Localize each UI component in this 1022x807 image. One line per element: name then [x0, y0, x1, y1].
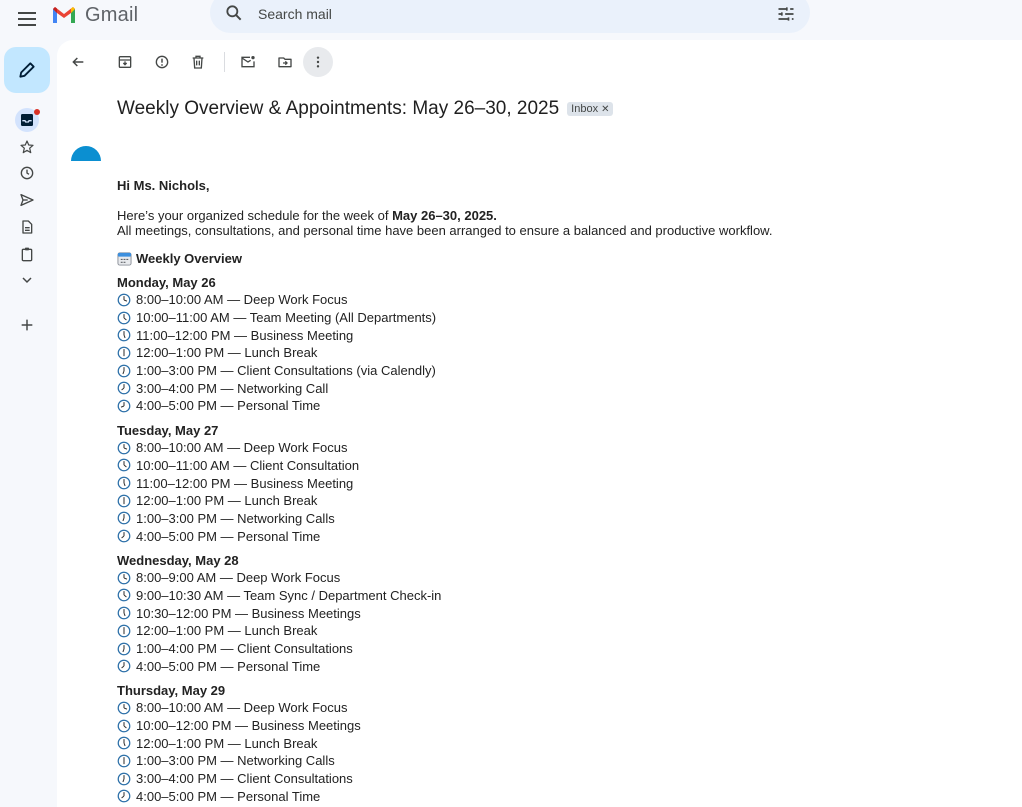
tune-icon[interactable] — [776, 4, 796, 24]
toolbar-divider — [224, 52, 225, 72]
schedule-item — [117, 657, 997, 675]
clock-icon — [117, 571, 131, 585]
clock-icon — [117, 458, 131, 472]
schedule-item-text: 4:00–5:00 PM — Personal Time — [136, 528, 321, 544]
clock-icon — [117, 659, 131, 673]
schedule-item — [117, 457, 997, 475]
schedule-item-text: 4:00–5:00 PM — Personal Time — [136, 658, 321, 674]
schedule-item — [117, 569, 997, 587]
schedule-item — [117, 788, 997, 806]
calendar-icon — [117, 251, 132, 266]
schedule-item — [117, 309, 997, 327]
clock-icon — [117, 441, 131, 455]
clock-icon — [117, 494, 131, 508]
day-section — [117, 682, 997, 805]
more-options-button[interactable] — [303, 47, 333, 77]
remove-label-icon[interactable]: ✕ — [601, 103, 610, 115]
search-bar[interactable] — [210, 0, 810, 33]
day-section — [117, 552, 997, 675]
archive-icon — [117, 54, 133, 70]
clock-icon — [117, 293, 131, 307]
schedule-item-text: 3:00–4:00 PM — Networking Call — [136, 380, 329, 396]
clock-icon — [117, 606, 131, 620]
chevron-down-icon — [19, 272, 35, 288]
schedule-item-text: 4:00–5:00 PM — Personal Time — [136, 398, 321, 414]
pencil-icon — [17, 60, 37, 80]
schedule-item — [117, 752, 997, 770]
app-name: Gmail — [85, 3, 139, 26]
more-vert-icon — [310, 54, 326, 70]
schedule-item — [117, 474, 997, 492]
clock-icon — [117, 789, 131, 803]
schedule-item — [117, 379, 997, 397]
intro-dates: May 26–30, 2025. — [392, 208, 497, 223]
day-title: Tuesday, May 27 — [117, 422, 219, 438]
mark-unread-icon — [240, 54, 256, 70]
schedule-item — [117, 717, 997, 735]
clock-icon — [19, 165, 35, 181]
clock-icon — [117, 642, 131, 656]
send-icon — [19, 192, 35, 208]
clock-icon — [117, 364, 131, 378]
report-icon — [154, 54, 170, 70]
schedule — [117, 274, 997, 805]
schedule-item-text: 1:00–3:00 PM — Client Consultations (via Calendly) — [136, 363, 436, 379]
schedule-item-text: 12:00–1:00 PM — Lunch Break — [136, 735, 318, 751]
schedule-item — [117, 492, 997, 510]
overview-title: Weekly Overview — [136, 250, 242, 266]
report-spam-button[interactable] — [147, 47, 177, 77]
schedule-item-text: 12:00–1:00 PM — Lunch Break — [136, 623, 318, 639]
clipboard-icon — [19, 246, 35, 262]
sidebar-item-more[interactable] — [15, 268, 39, 292]
plus-icon — [19, 317, 35, 333]
schedule-item-text: 8:00–9:00 AM — Deep Work Focus — [136, 570, 341, 586]
schedule-item-text: 8:00–10:00 AM — Deep Work Focus — [136, 292, 348, 308]
sidebar-item-add-label[interactable] — [15, 313, 39, 337]
sidebar-item-inbox[interactable] — [15, 108, 39, 132]
schedule-item — [117, 344, 997, 362]
star-icon — [19, 139, 35, 155]
schedule-item — [117, 291, 997, 309]
intro-line-2: All meetings, consultations, and personal time have been arranged to ensure a balanced and productive workflow. — [117, 223, 773, 238]
day-section — [117, 422, 997, 545]
search-icon[interactable] — [224, 3, 244, 23]
schedule-item-text: 8:00–10:00 AM — Deep Work Focus — [136, 700, 348, 716]
top-bar — [0, 0, 1022, 40]
schedule-item — [117, 622, 997, 640]
schedule-item-text: 1:00–4:00 PM — Client Consultations — [136, 641, 353, 657]
clock-icon — [117, 701, 131, 715]
schedule-item — [117, 326, 997, 344]
mark-unread-button[interactable] — [233, 47, 263, 77]
day-title: Wednesday, May 28 — [117, 552, 239, 568]
trash-icon — [190, 54, 206, 70]
schedule-item — [117, 527, 997, 545]
clock-icon — [117, 399, 131, 413]
schedule-item — [117, 699, 997, 717]
sidebar-item-snoozed[interactable] — [15, 161, 39, 185]
day-section — [117, 274, 997, 415]
label-badge-text: Inbox — [571, 103, 599, 115]
schedule-item — [117, 604, 997, 622]
overview-heading — [117, 249, 997, 267]
schedule-item-text: 12:00–1:00 PM — Lunch Break — [136, 493, 318, 509]
menu-icon[interactable] — [15, 7, 39, 31]
message-subject — [117, 98, 613, 120]
schedule-item-text: 8:00–10:00 AM — Deep Work Focus — [136, 440, 348, 456]
sidebar-item-drafts[interactable] — [15, 215, 39, 239]
clock-icon — [117, 381, 131, 395]
move-to-button[interactable] — [270, 47, 300, 77]
subject-text: Weekly Overview & Appointments: May 26–30, 2025 — [117, 98, 560, 119]
schedule-item-text: 11:00–12:00 PM — Business Meeting — [136, 475, 354, 491]
back-button[interactable] — [63, 47, 93, 77]
schedule-item-text: 10:30–12:00 PM — Business Meetings — [136, 605, 361, 621]
schedule-item — [117, 587, 997, 605]
sidebar-item-sent[interactable] — [15, 188, 39, 212]
clock-icon — [117, 772, 131, 786]
schedule-item-text: 9:00–10:30 AM — Team Sync / Department Check-in — [136, 587, 442, 603]
schedule-item-text: 10:00–11:00 AM — Client Consultation — [136, 457, 360, 473]
schedule-item — [117, 397, 997, 415]
greeting: Hi Ms. Nichols, — [117, 178, 210, 193]
clock-icon — [117, 719, 131, 733]
schedule-item-text: 11:00–12:00 PM — Business Meeting — [136, 327, 354, 343]
schedule-item — [117, 510, 997, 528]
intro-paragraph — [117, 208, 997, 238]
sidebar-item-clipboard[interactable] — [15, 242, 39, 266]
schedule-item — [117, 770, 997, 788]
clock-icon — [117, 346, 131, 360]
message-body — [117, 177, 997, 805]
schedule-item — [117, 640, 997, 658]
schedule-item-text: 10:00–12:00 PM — Business Meetings — [136, 718, 361, 734]
schedule-item-text: 4:00–5:00 PM — Personal Time — [136, 788, 321, 804]
schedule-item-text: 1:00–3:00 PM — Networking Calls — [136, 753, 335, 769]
draft-icon — [19, 219, 35, 235]
schedule-item-text: 12:00–1:00 PM — Lunch Break — [136, 345, 318, 361]
gmail-logo[interactable] — [51, 3, 138, 27]
gmail-m-icon — [51, 5, 77, 25]
schedule-item — [117, 362, 997, 380]
clock-icon — [117, 588, 131, 602]
label-badge[interactable] — [567, 102, 613, 116]
intro-line-1 — [117, 208, 997, 223]
folder-move-icon — [277, 54, 293, 70]
clock-icon — [117, 736, 131, 750]
search-input[interactable] — [256, 3, 760, 25]
inbox-icon — [19, 112, 35, 128]
day-title: Thursday, May 29 — [117, 683, 226, 699]
clock-icon — [117, 311, 131, 325]
clock-icon — [117, 754, 131, 768]
compose-button[interactable] — [4, 47, 50, 93]
archive-button[interactable] — [110, 47, 140, 77]
arrow-back-icon — [70, 54, 86, 70]
schedule-item — [117, 439, 997, 457]
day-title: Monday, May 26 — [117, 275, 216, 290]
clock-icon — [117, 529, 131, 543]
intro-prefix: Here’s your organized schedule for the week of — [117, 208, 393, 223]
sidebar-item-starred[interactable] — [15, 135, 39, 159]
schedule-item-text: 10:00–11:00 AM — Team Meeting (All Departments) — [136, 310, 437, 326]
clock-icon — [117, 328, 131, 342]
notification-dot — [34, 109, 40, 115]
clock-icon — [117, 624, 131, 638]
schedule-item-text: 3:00–4:00 PM — Client Consultations — [136, 771, 353, 787]
schedule-item-text: 1:00–3:00 PM — Networking Calls — [136, 510, 335, 526]
message-view — [57, 40, 1022, 807]
clock-icon — [117, 476, 131, 490]
clock-icon — [117, 511, 131, 525]
delete-button[interactable] — [183, 47, 213, 77]
avatar — [71, 146, 101, 176]
schedule-item — [117, 734, 997, 752]
